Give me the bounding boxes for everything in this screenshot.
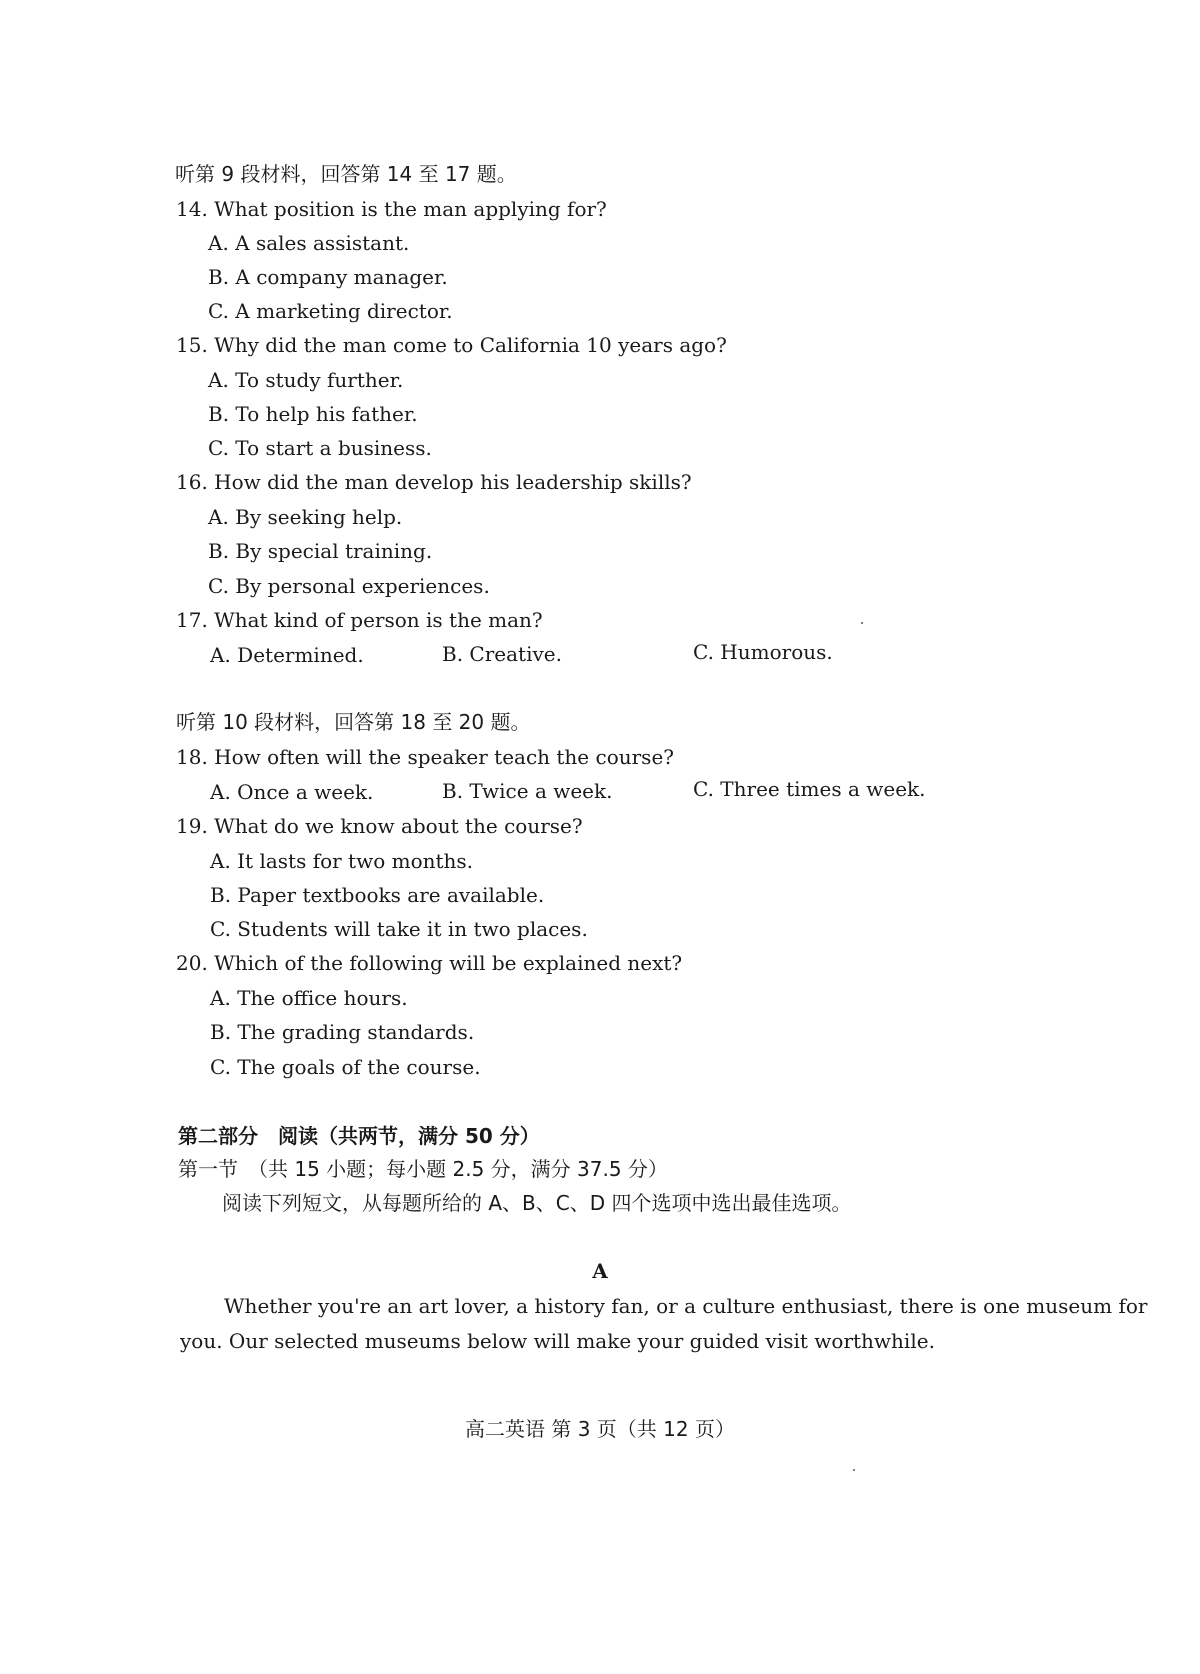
q14-option-b: B. A company manager. — [208, 265, 448, 289]
scan-speck — [861, 622, 863, 624]
q15-option-a: A. To study further. — [208, 368, 404, 392]
q19-option-a: A. It lasts for two months. — [210, 849, 474, 873]
section10-header: 听第 10 段材料，回答第 18 至 20 题。 — [176, 710, 531, 734]
q14-stem: 14. What position is the man applying for? — [176, 197, 607, 221]
q20-option-a: A. The office hours. — [210, 986, 408, 1010]
q17-option-a: A. Determined. — [210, 643, 364, 667]
q19-option-b: B. Paper textbooks are available. — [210, 883, 545, 907]
passage-line-2: you. Our selected museums below will make your guided visit worthwhile. — [180, 1329, 935, 1353]
q17-stem: 17. What kind of person is the man? — [176, 608, 543, 632]
passage-label: A — [592, 1259, 608, 1283]
page-footer: 高二英语 第 3 页（共 12 页） — [465, 1417, 735, 1441]
q17-option-b: B. Creative. — [442, 642, 562, 666]
q18-option-a: A. Once a week. — [210, 780, 374, 804]
q18-stem: 18. How often will the speaker teach the course? — [176, 745, 675, 769]
q20-option-b: B. The grading standards. — [210, 1020, 475, 1044]
q20-stem: 20. Which of the following will be explained next? — [176, 951, 683, 975]
scan-speck — [853, 1469, 855, 1471]
q15-option-c: C. To start a business. — [208, 436, 432, 460]
part2-section1-header: 第一节 （共 15 小题；每小题 2.5 分，满分 37.5 分） — [178, 1157, 668, 1181]
part2-title: 第二部分 阅读（共两节，满分 50 分） — [178, 1124, 540, 1148]
q18-option-c: C. Three times a week. — [693, 777, 926, 801]
q15-stem: 15. Why did the man come to California 10 years ago? — [176, 333, 727, 357]
q16-stem: 16. How did the man develop his leadership skills? — [176, 470, 692, 494]
part2-instruction: 阅读下列短文，从每题所给的 A、B、C、D 四个选项中选出最佳选项。 — [222, 1191, 852, 1215]
q16-option-b: B. By special training. — [208, 539, 433, 563]
section9-header: 听第 9 段材料，回答第 14 至 17 题。 — [175, 162, 517, 186]
q17-option-c: C. Humorous. — [693, 640, 833, 664]
passage-line-1: Whether you're an art lover, a history fan, or a culture enthusiast, there is one museum for — [224, 1294, 1148, 1318]
q14-option-c: C. A marketing director. — [208, 299, 453, 323]
q19-stem: 19. What do we know about the course? — [176, 814, 583, 838]
q18-option-b: B. Twice a week. — [442, 779, 613, 803]
q14-option-a: A. A sales assistant. — [208, 231, 410, 255]
q16-option-c: C. By personal experiences. — [208, 574, 490, 598]
q19-option-c: C. Students will take it in two places. — [210, 917, 588, 941]
q16-option-a: A. By seeking help. — [208, 505, 403, 529]
q20-option-c: C. The goals of the course. — [210, 1055, 481, 1079]
q15-option-b: B. To help his father. — [208, 402, 418, 426]
